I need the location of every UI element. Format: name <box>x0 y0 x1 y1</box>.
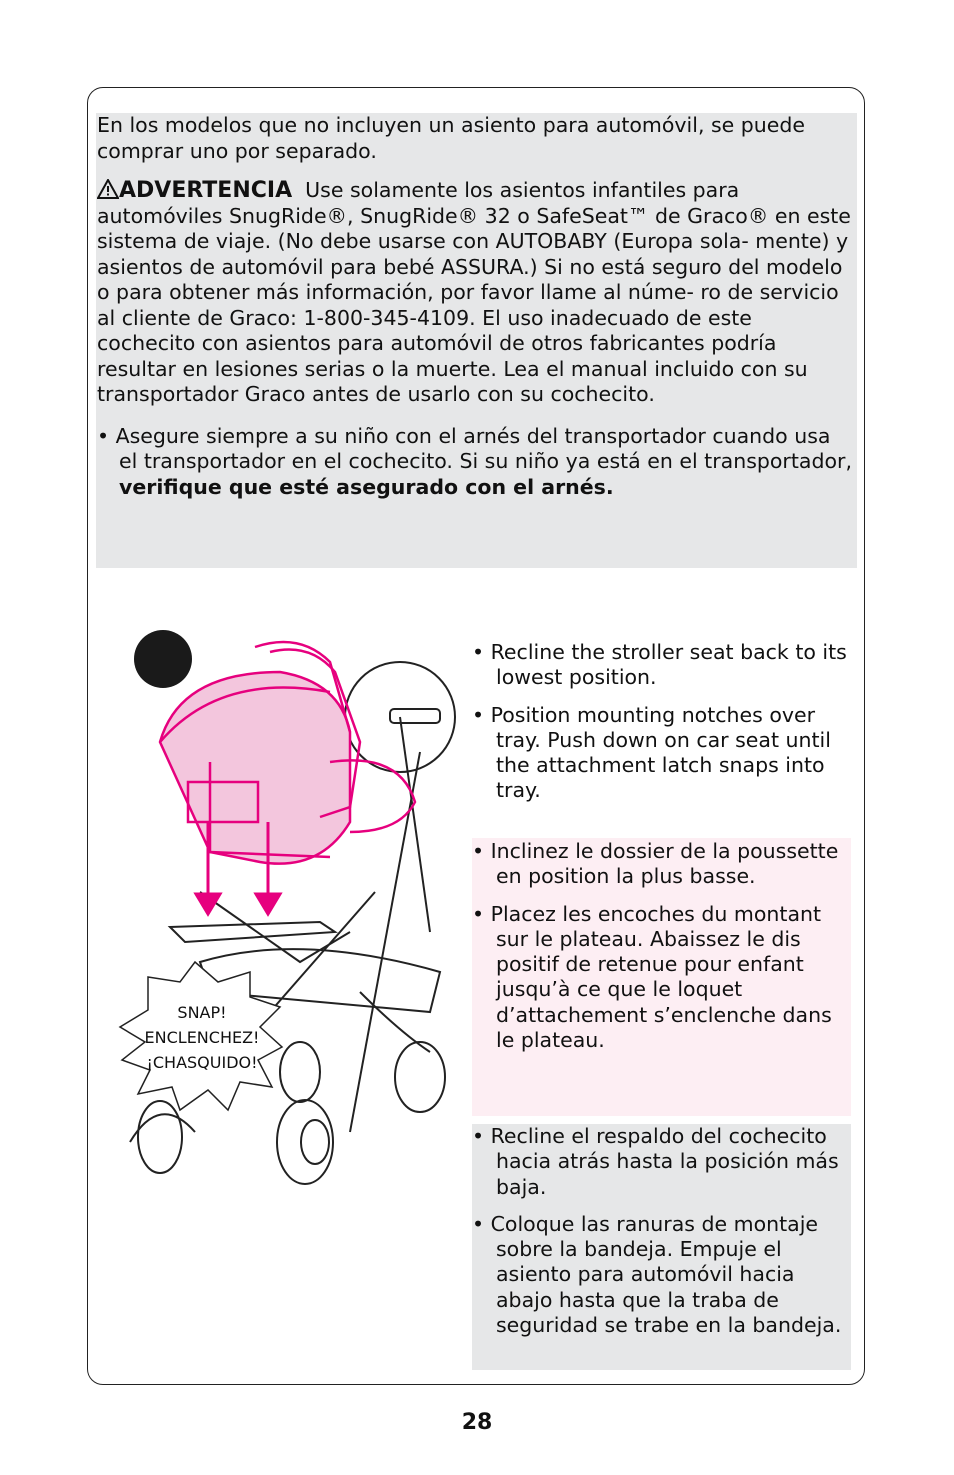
english-step-2: • Position mounting notches over tray. Push down on car seat until the attachment latch snaps into tray. <box>472 702 831 803</box>
intro-text: En los modelos que no incluyen un asiento para automóvil, se puede comprar uno por separado. <box>97 113 806 163</box>
french-step-1: • Inclinez le dossier de la poussette en position la plus basse. <box>472 839 839 889</box>
warning-text: Use solamente los asientos infantiles para automóviles SnugRide®, SnugRide® 32 o SafeSeat™ de Graco® en este sistema de viaje. (No debe usarse con AUTOBABY (Europa sola- mente) y asientos de automóvil para bebé ASSURA.) Si no está seguro del modelo o para obtener más información, por favor llame al núme- ro de servicio al cliente de Graco: 1-800-345-4109. El uso inadecuado de este cochecito con asientos para automóvil de otros fabricantes podría resultar en lesiones serias o la muerte. Lea el manual incluido con su transportador Graco antes de usarlo con su cochecito. <box>97 178 851 406</box>
harness-bullet-text: • Asegure siempre a su niño con el arnés del transportador cuando usa el transportador en el cochecito. Si su niño ya está en el transportador, <box>97 423 852 473</box>
harness-bullet-bold: verifique que esté asegurado con el arnés. <box>119 474 614 499</box>
snap-burst-text <box>122 1000 282 1075</box>
spanish-step-1: • Recline el respaldo del cochecito hacia atrás hasta la posición más baja. <box>472 1124 839 1199</box>
burst-line-1: SNAP! <box>177 1003 227 1022</box>
english-step-1: • Recline the stroller seat back to its lowest position. <box>472 640 847 690</box>
french-step-2: • Placez les encoches du montant sur le plateau. Abaissez le dis positif de retenue pour enfant jusqu’à ce que le loquet d’attachement s’enclenche dans le plateau. <box>472 901 832 1053</box>
spanish-instructions <box>472 1124 850 1350</box>
spanish-step-2: • Coloque las ranuras de montaje sobre la bandeja. Empuje el asiento para automóvil hacia abajo hasta que la traba de seguridad se trabe en la bandeja. <box>472 1211 842 1338</box>
burst-line-2: ENCLENCHEZ! <box>144 1028 260 1047</box>
english-instructions <box>472 640 850 816</box>
burst-line-3: ¡CHASQUIDO! <box>146 1053 258 1072</box>
warning-triangle-icon <box>97 179 119 199</box>
warning-label: ADVERTENCIA <box>119 178 293 203</box>
french-instructions <box>472 839 850 1065</box>
stroller-car-seat-illustration <box>100 632 460 1192</box>
harness-bullet <box>97 424 852 501</box>
page-number: 28 <box>461 1410 493 1435</box>
warning-paragraph <box>97 178 852 408</box>
warning-section <box>97 113 852 500</box>
